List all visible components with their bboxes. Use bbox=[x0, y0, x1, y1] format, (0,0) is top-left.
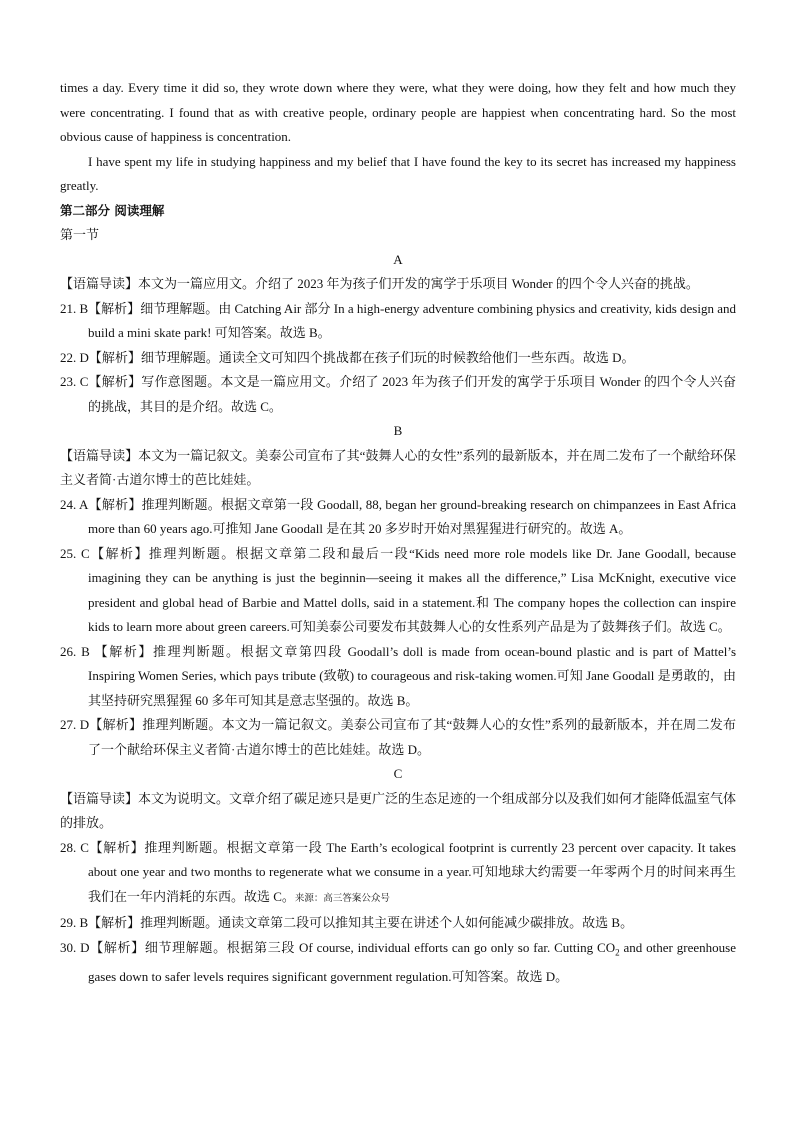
answer-item-21: 21. B【解析】细节理解题。由 Catching Air 部分 In a high-energy adventure combining physics and creativity, kids design and build a mini skate park! 可知答案。故选 B。 bbox=[60, 300, 736, 340]
answer-item-30-part1: 30. D【解析】细节理解题。根据第三段 Of course, individual efforts can go only so far. Cutting CO bbox=[60, 939, 616, 955]
passage-b-guide: 【语篇导读】本文为一篇记叙文。美泰公司宣布了其“鼓舞人心的女性”系列的最新版本，并在周二发布了一个献给环保主义者简·古道尔博士的芭比娃娃。 bbox=[60, 447, 736, 487]
co2-subscript: 2 bbox=[615, 947, 620, 958]
answer-item-26: 26. B 【解析】推理判断题。根据文章第四段 Goodall’s doll is made from ocean-bound plastic and is part of Mattel’s Inspiring Women Series, which pays tribute (致敬) to courageous and risk-taking women.可知 Jane Goodall 是勇敢的，由其坚持研究黑猩猩 60 多年可知其是意志坚强的。故选 B。 bbox=[60, 643, 736, 708]
document-page bbox=[60, 76, 736, 989]
passage-letter-a: A bbox=[393, 251, 403, 267]
answer-item-23: 23. C【解析】写作意图题。本文是一篇应用文。介绍了 2023 年为孩子们开发的寓学于乐项目 Wonder 的四个令人兴奋的挑战，其目的是介绍。故选 C。 bbox=[60, 374, 736, 414]
intro-paragraph-1: times a day. Every time it did so, they wrote down where they were, what they were doing, how they felt and how much they were concentrating. I found that as with creative people, ordinary people are happiest when concentrating hard. So the most obvious cause of happiness is concentration. bbox=[60, 80, 736, 144]
passage-a-guide: 【语篇导读】本文为一篇应用文。介绍了 2023 年为孩子们开发的寓学于乐项目 Wonder 的四个令人兴奋的挑战。 bbox=[60, 276, 699, 291]
answer-item-29: 29. B【解析】推理判断题。通读文章第二段可以推知其主要在讲述个人如何能减少碳排放。故选 B。 bbox=[60, 915, 634, 930]
passage-letter-b: B bbox=[393, 423, 403, 438]
section-title: 第二部分 阅读理解 bbox=[60, 202, 165, 218]
answer-item-30-part2: and other greenhouse gases down to safer levels requires significant government regulation.可知答案。故选 D。 bbox=[88, 939, 736, 984]
answer-item-28 bbox=[60, 836, 736, 912]
passage-letter-c: C bbox=[393, 766, 403, 781]
answer-item-27: 27. D【解析】推理判断题。本文为一篇记叙文。美泰公司宣布了其“鼓舞人心的女性”系列的最新版本，并在周二发布了一个献给环保主义者简·古道尔博士的芭比娃娃。故选 D。 bbox=[60, 717, 736, 757]
answer-item-28-text: 28. C【解析】推理判断题。根据文章第一段 The Earth’s ecological footprint is currently 23 percent over capacity. It takes about one year and two months to regenerate what we consume in a year.可知地球大约需要一年零两个月的时间来再生我们在一年内消耗的东西。故选 C。 bbox=[60, 839, 736, 904]
answer-item-30 bbox=[60, 936, 736, 990]
passage-c-guide: 【语篇导读】本文为说明文。文章介绍了碳足迹只是更广泛的生态足迹的一个组成部分以及我们如何才能降低温室气体的排放。 bbox=[60, 790, 737, 830]
section-subtitle: 第一节 bbox=[60, 227, 100, 242]
answer-item-25: 25. C【解析】推理判断题。根据文章第二段和最后一段“Kids need more role models like Dr. Jane Goodall, because imagining they can be anything is just the beginnin—seeing it makes all the difference,” Lisa McKnight, executive vice president and global head of Barbie and Mattel dolls, said in a statement.和 The company hopes the collection can inspire kids to learn more about green careers.可知美泰公司要发布其鼓舞人心的女性系列产品是为了鼓舞孩子们。故选 C。 bbox=[60, 545, 736, 634]
intro-paragraph-2: I have spent my life in studying happiness and my belief that I have found the key to its secret has increased my happiness greatly. bbox=[60, 153, 736, 193]
answer-item-24: 24. A【解析】推理判断题。根据文章第一段 Goodall, 88, began her ground-breaking research on chimpanzees in East Africa more than 60 years ago.可推知 Jane Goodall 是在其 20 多岁时开始对黑猩猩进行研究的。故选 A。 bbox=[60, 496, 736, 536]
answer-item-22: 22. D【解析】细节理解题。通读全文可知四个挑战都在孩子们玩的时候教给他们一些东西。故选 D。 bbox=[60, 349, 635, 365]
source-note: 来源：高三答案公众号 bbox=[294, 893, 390, 904]
